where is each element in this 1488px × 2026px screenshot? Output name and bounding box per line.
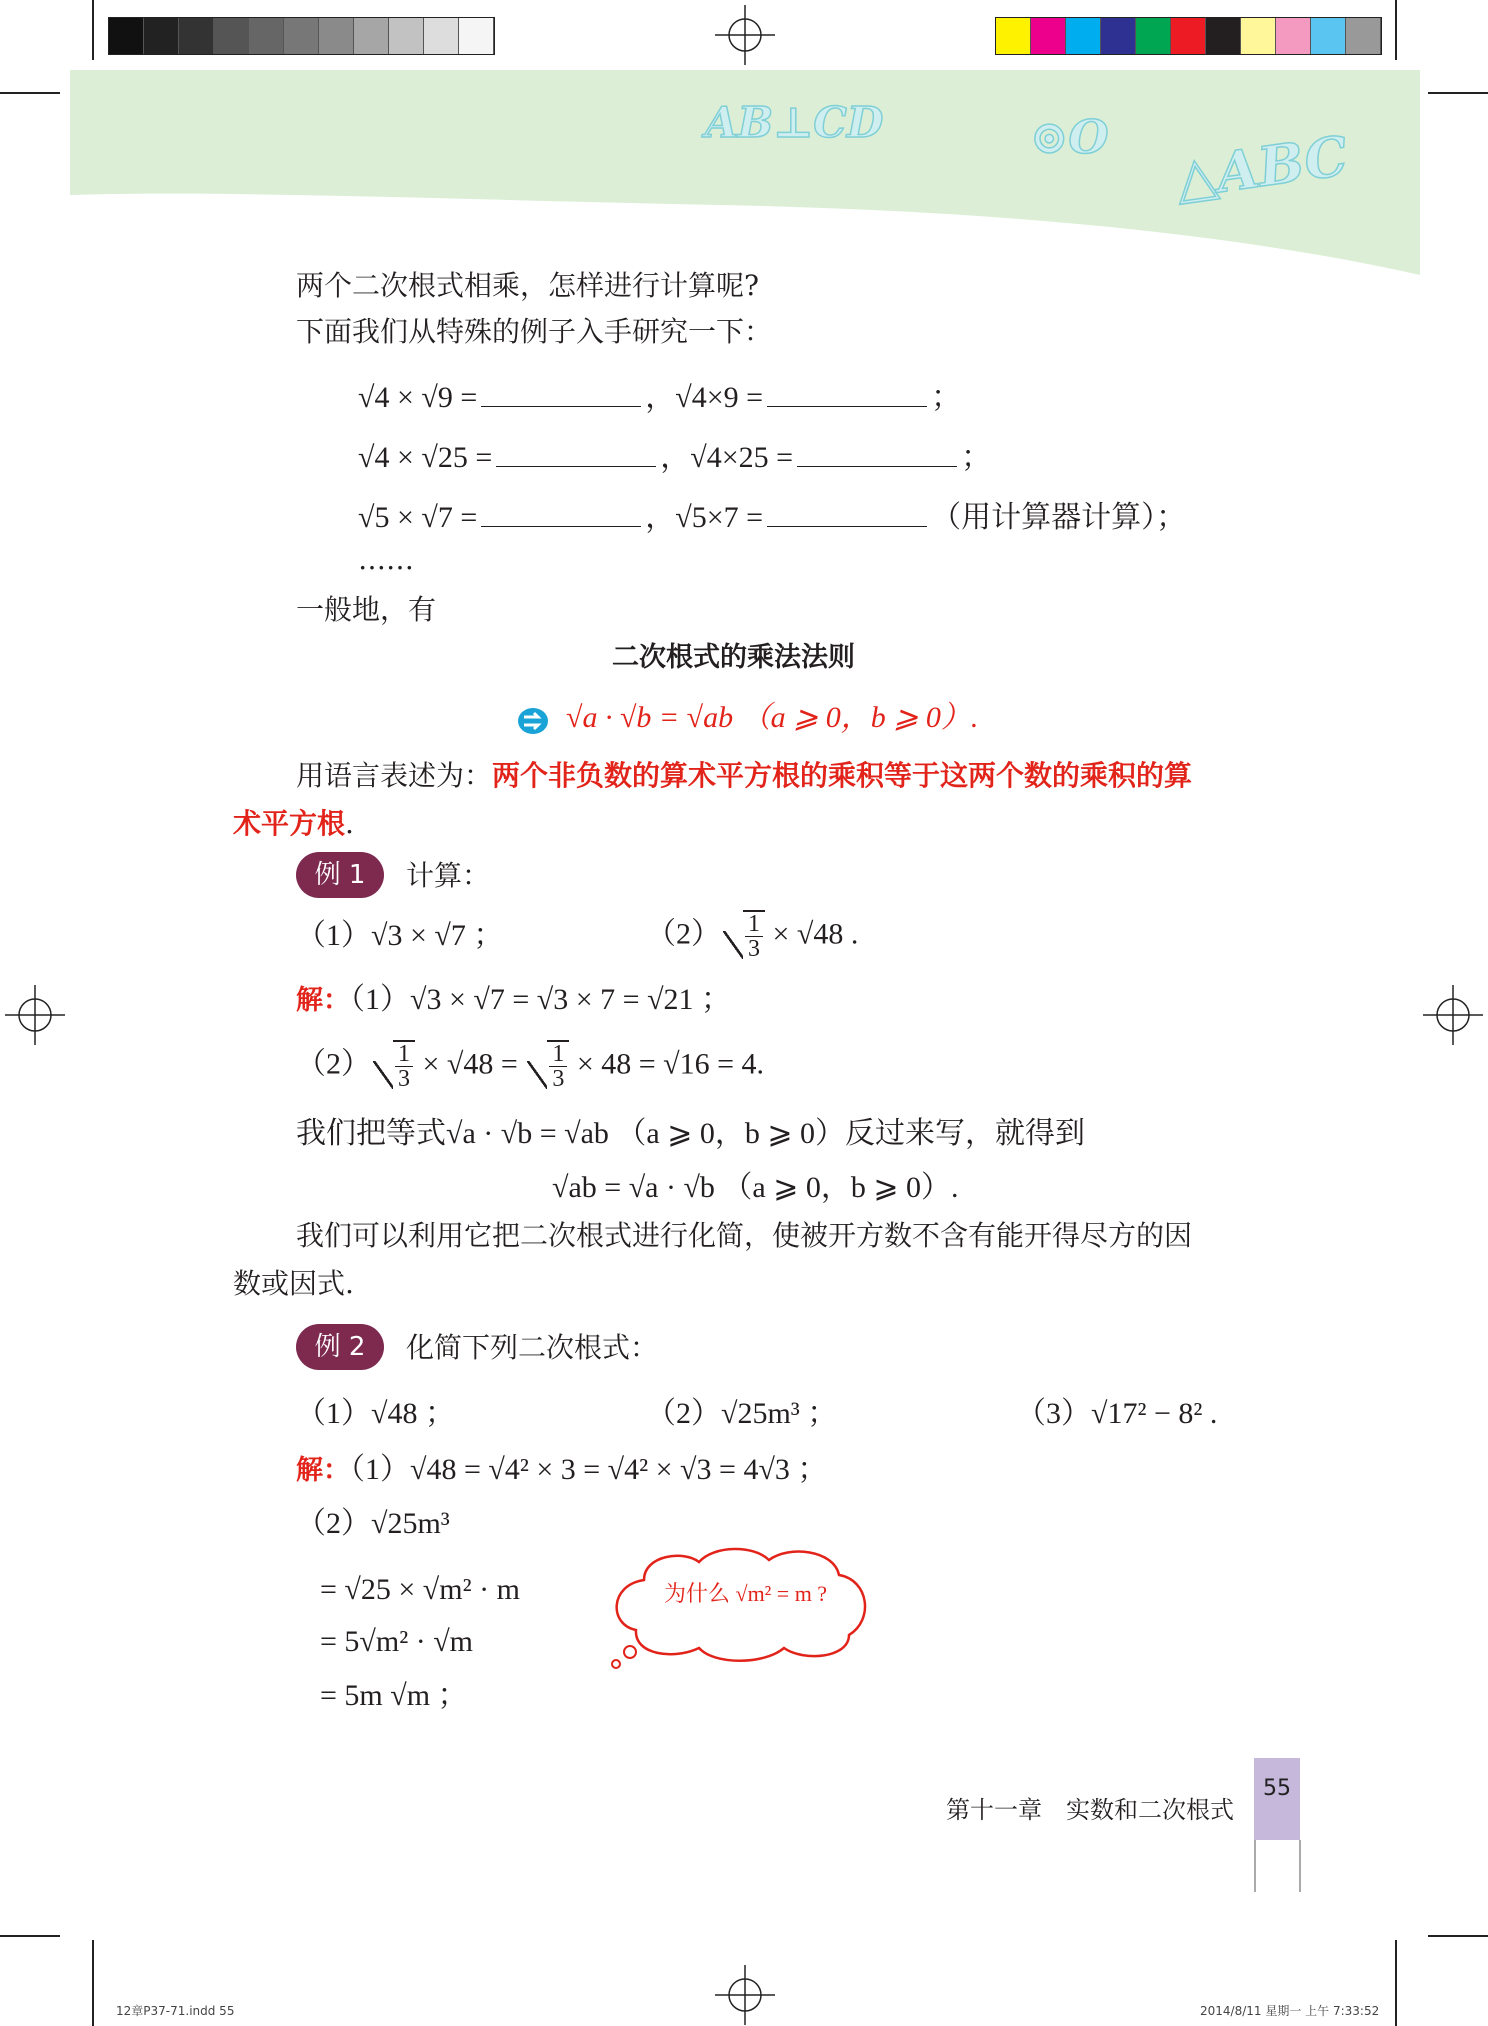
intro-line-1: 两个二次根式相乘，怎样进行计算呢? bbox=[296, 269, 760, 302]
tab-rule bbox=[1254, 1840, 1256, 1892]
color-swatch bbox=[1101, 18, 1136, 54]
registration-mark-left bbox=[5, 985, 65, 1045]
gray-swatch bbox=[354, 18, 389, 54]
simplify-line-2: 数或因式. bbox=[233, 1267, 354, 1300]
banner-triangle-symbol: △ABC bbox=[1171, 123, 1352, 211]
verbal-statement-line-1: 用语言表述为：两个非负数的算术平方根的乘积等于这两个数的乘积的算 bbox=[296, 759, 1193, 792]
color-calibration-bar bbox=[995, 17, 1382, 55]
example-1-question-2: （2） $\frac{1}{3}$ × √48 . bbox=[646, 911, 859, 962]
gray-swatch bbox=[424, 18, 459, 54]
tab-rule bbox=[1299, 1840, 1301, 1892]
gray-swatch bbox=[249, 18, 284, 54]
answer-blank[interactable] bbox=[481, 504, 641, 527]
color-swatch bbox=[1206, 18, 1241, 54]
multiplication-rule-formula: √a · √b = √ab （a ⩾ 0，b ⩾ 0）. bbox=[566, 701, 979, 734]
example-2-solution-2-head: （2）√25m³ bbox=[296, 1507, 450, 1540]
color-swatch bbox=[1136, 18, 1171, 54]
arrow-icon bbox=[516, 706, 550, 736]
simplify-line-1: 我们可以利用它把二次根式进行化简，使被开方数不含有能开得尽方的因 bbox=[296, 1219, 1193, 1252]
exercise-row-3: √5 × √7 = ，√5×7 = （用计算器计算）； bbox=[358, 501, 1187, 534]
exercise-row-1: √4 × √9 = ，√4×9 = ； bbox=[358, 381, 962, 414]
gray-calibration-bar bbox=[108, 17, 495, 55]
example-2-question-1: （1）√48 ； bbox=[296, 1397, 455, 1430]
answer-blank[interactable] bbox=[767, 384, 927, 407]
intro-line-2: 下面我们从特殊的例子入手研究一下： bbox=[296, 315, 773, 348]
print-timestamp: 2014/8/11 星期一 上午 7:33:52 bbox=[1200, 2004, 1380, 2018]
gray-swatch bbox=[284, 18, 319, 54]
example-2-step-1: = √25 × √m² · m bbox=[320, 1573, 520, 1606]
gray-swatch bbox=[109, 18, 144, 54]
example-1-badge: 例 1 bbox=[296, 852, 384, 898]
chapter-title: 第十一章 实数和二次根式 bbox=[946, 1796, 1234, 1824]
banner-circle-symbol: ⊙O bbox=[1030, 110, 1109, 164]
file-name: 12章P37-71.indd 55 bbox=[116, 2004, 235, 2018]
example-1-question-1: （1）√3 × √7 ； bbox=[296, 919, 504, 952]
example-2-solution-1: 解：（1）√48 = √4² × 3 = √4² × √3 = 4√3 ； bbox=[296, 1453, 828, 1486]
example-2-prompt: 化简下列二次根式： bbox=[406, 1331, 659, 1364]
exercise-row-2: √4 × √25 = ，√4×25 = ； bbox=[358, 441, 992, 474]
color-swatch bbox=[1066, 18, 1101, 54]
example-2-step-3: = 5m √m ； bbox=[320, 1679, 468, 1712]
example-2-question-2: （2）√25m³ ； bbox=[646, 1397, 838, 1430]
banner-perpendicular-symbol: AB⊥CD bbox=[705, 98, 884, 147]
example-2-step-2: = 5√m² · √m bbox=[320, 1625, 474, 1658]
gray-swatch bbox=[389, 18, 424, 54]
gray-swatch bbox=[144, 18, 179, 54]
crop-mark bbox=[1428, 92, 1488, 94]
gray-swatch bbox=[459, 18, 494, 54]
color-swatch bbox=[1276, 18, 1311, 54]
color-swatch bbox=[1171, 18, 1206, 54]
verbal-statement-line-2: 术平方根. bbox=[233, 807, 354, 840]
ellipsis: …… bbox=[358, 543, 414, 576]
crop-mark bbox=[1395, 1940, 1397, 2026]
reverse-formula: √ab = √a · √b （a ⩾ 0，b ⩾ 0）. bbox=[552, 1171, 959, 1204]
crop-mark bbox=[92, 0, 94, 60]
color-swatch bbox=[1311, 18, 1346, 54]
example-1-solution-1: 解：（1）√3 × √7 = √3 × 7 = √21 ； bbox=[296, 983, 732, 1016]
crop-mark bbox=[1428, 1935, 1488, 1937]
gray-swatch bbox=[179, 18, 214, 54]
registration-mark-top bbox=[715, 5, 775, 65]
crop-mark bbox=[0, 1935, 60, 1937]
bubble-question: 为什么 √m² = m ? bbox=[664, 1581, 828, 1606]
example-1-solution-2: （2） $\frac{1}{3}$ × √48 = $\frac{1}{3}$ × 48 = √16 = 4. bbox=[296, 1041, 765, 1092]
answer-blank[interactable] bbox=[481, 384, 641, 407]
crop-mark bbox=[1395, 0, 1397, 60]
general-statement: 一般地，有 bbox=[296, 593, 437, 626]
answer-blank[interactable] bbox=[797, 444, 957, 467]
rule-title: 二次根式的乘法法则 bbox=[612, 642, 855, 673]
gray-swatch bbox=[319, 18, 354, 54]
answer-blank[interactable] bbox=[767, 504, 927, 527]
registration-mark-bottom bbox=[715, 1965, 775, 2025]
crop-mark bbox=[92, 1940, 94, 2026]
color-swatch bbox=[1346, 18, 1381, 54]
example-1-prompt: 计算： bbox=[406, 859, 491, 892]
reverse-statement: 我们把等式√a · √b = √ab （a ⩾ 0，b ⩾ 0）反过来写，就得到 bbox=[296, 1117, 1086, 1150]
registration-mark-right bbox=[1423, 985, 1483, 1045]
color-swatch bbox=[1031, 18, 1066, 54]
example-2-badge: 例 2 bbox=[296, 1324, 384, 1370]
crop-mark bbox=[0, 92, 60, 94]
color-swatch bbox=[1241, 18, 1276, 54]
color-swatch bbox=[996, 18, 1031, 54]
answer-blank[interactable] bbox=[496, 444, 656, 467]
example-2-question-3: （3）√17² − 8² . bbox=[1016, 1397, 1218, 1430]
gray-swatch bbox=[214, 18, 249, 54]
page-number: 55 bbox=[1263, 1776, 1291, 1801]
